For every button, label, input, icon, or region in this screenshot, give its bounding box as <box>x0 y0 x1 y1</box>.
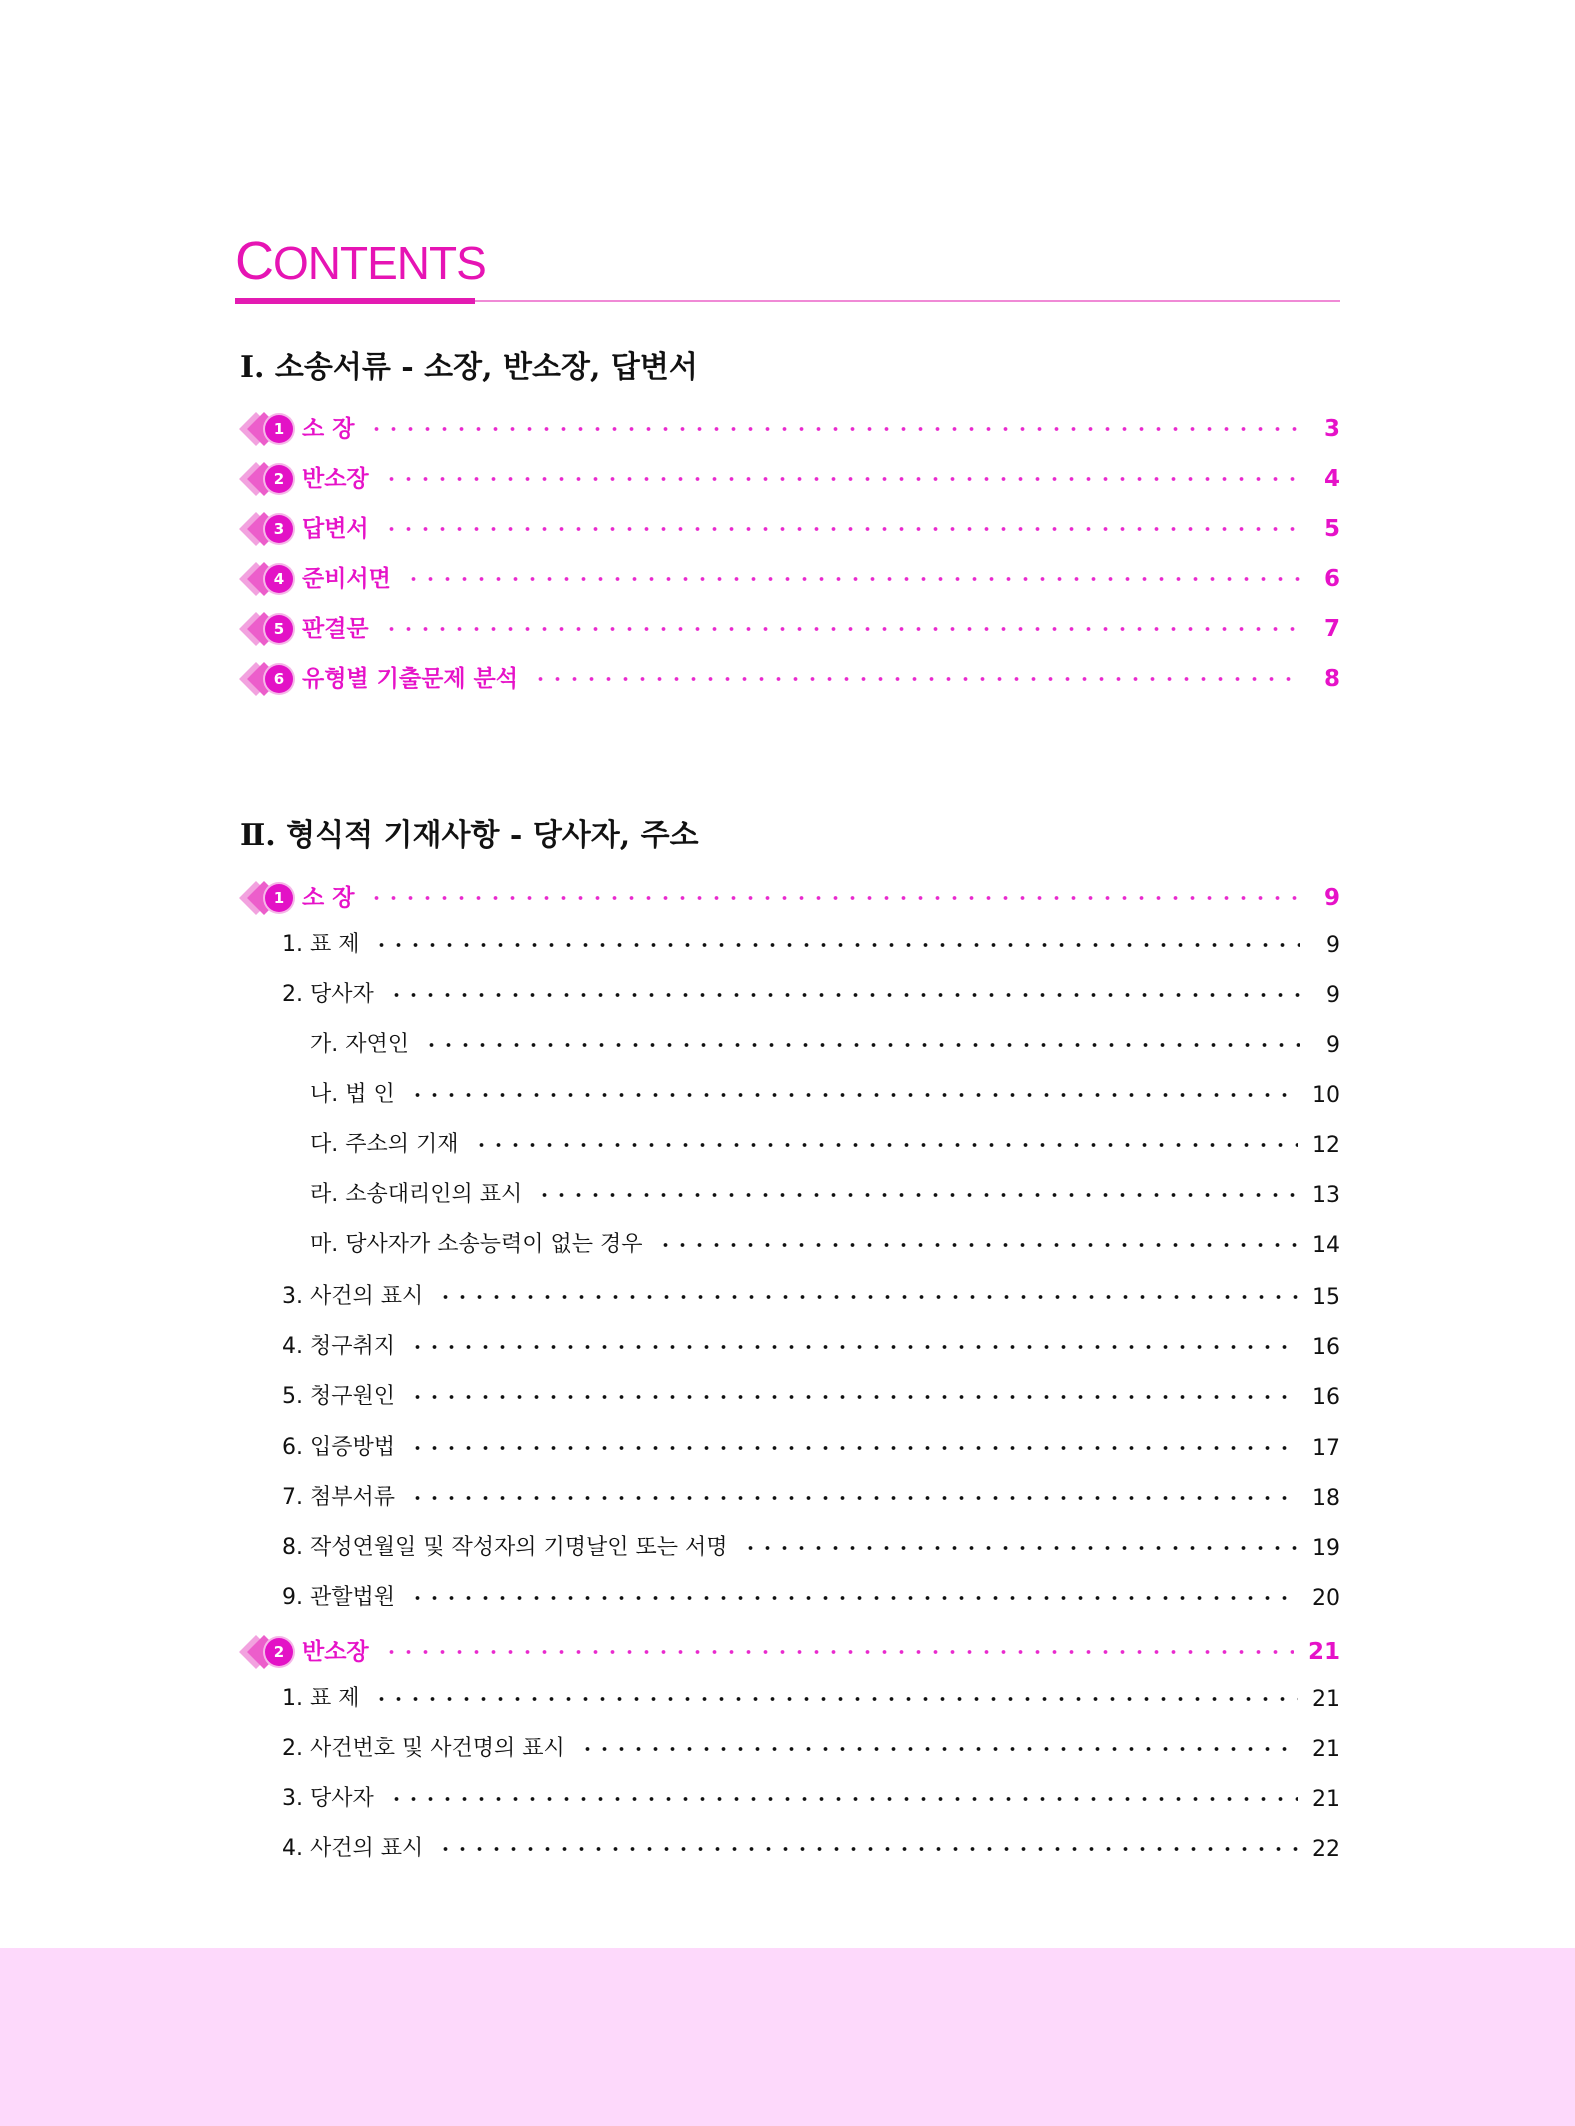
toc-item-s2-8[interactable] <box>310 1225 1340 1265</box>
section-heading-2: Ⅱ. 형식적 기재사항 - 당사자, 주소 <box>240 818 699 853</box>
dot-leader <box>409 1327 1298 1367</box>
toc-page: 13 <box>1312 1182 1340 1208</box>
dot-leader <box>536 1175 1298 1215</box>
number-badge-icon: 5 <box>240 609 300 649</box>
toc-label: 2. 사건번호 및 사건명의 표시 <box>282 1736 565 1761</box>
toc-item-s2-13[interactable] <box>282 1478 1340 1518</box>
toc-page: 17 <box>1312 1435 1340 1461</box>
toc-item-s2-1[interactable] <box>240 878 1340 918</box>
toc-item-s2-16[interactable] <box>240 1632 1340 1672</box>
toc-page: 21 <box>1312 1686 1340 1712</box>
toc-item-s2-19[interactable] <box>282 1779 1340 1819</box>
number-badge-icon: 1 <box>240 409 300 449</box>
dot-leader <box>368 878 1300 918</box>
toc-page: 3 <box>1323 416 1340 442</box>
toc-label: 6. 입증방법 <box>282 1435 395 1460</box>
section-heading-1: Ⅰ. 소송서류 - 소장, 반소장, 답변서 <box>240 350 698 385</box>
toc-label: 마. 당사자가 소송능력이 없는 경우 <box>310 1232 643 1257</box>
toc-label: 라. 소송대리인의 표시 <box>310 1182 523 1207</box>
toc-item-s1-5[interactable] <box>240 609 1340 649</box>
toc-page: 12 <box>1312 1132 1340 1158</box>
toc-page: 9 <box>1326 932 1340 958</box>
toc-item-s2-4[interactable] <box>310 1025 1340 1065</box>
dot-leader <box>579 1729 1298 1769</box>
toc-page: 9 <box>1326 1032 1340 1058</box>
title-underline-thin <box>475 300 1340 302</box>
toc-page: 4 <box>1323 466 1340 492</box>
toc-item-s2-7[interactable] <box>310 1175 1340 1215</box>
dot-leader <box>409 1478 1298 1518</box>
number-badge-icon: 4 <box>240 559 300 599</box>
title-underline-thick <box>235 298 475 304</box>
toc-item-s2-14[interactable] <box>282 1528 1340 1568</box>
dot-leader <box>383 459 1300 499</box>
toc-item-s2-3[interactable] <box>282 975 1340 1015</box>
toc-label: 8. 작성연월일 및 작성자의 기명날인 또는 서명 <box>282 1535 728 1560</box>
dot-leader <box>373 925 1300 965</box>
toc-page: 16 <box>1312 1384 1340 1410</box>
toc-label: 9. 관할법원 <box>282 1585 395 1610</box>
toc-page: 18 <box>1312 1485 1340 1511</box>
toc-page: 10 <box>1312 1082 1340 1108</box>
toc-label: 7. 첨부서류 <box>282 1485 395 1510</box>
toc-label: 1. 표 제 <box>282 1686 360 1711</box>
toc-item-s1-6[interactable] <box>240 659 1340 699</box>
toc-item-s1-4[interactable] <box>240 559 1340 599</box>
toc-page: 22 <box>1312 1836 1340 1862</box>
number-badge-icon: 2 <box>240 459 300 499</box>
toc-page: 20 <box>1312 1585 1340 1611</box>
dot-leader <box>388 1779 1298 1819</box>
contents-header <box>235 228 1340 308</box>
number-badge-icon: 3 <box>240 509 300 549</box>
dot-leader <box>409 1377 1298 1417</box>
toc-page: 9 <box>1326 982 1340 1008</box>
toc-label: 2. 당사자 <box>282 982 374 1007</box>
toc-page: 14 <box>1312 1232 1340 1258</box>
toc-label: 4. 청구취지 <box>282 1334 395 1359</box>
toc-page: 21 <box>1312 1736 1340 1762</box>
toc-label: 1. 표 제 <box>282 932 360 957</box>
dot-leader <box>409 1578 1298 1618</box>
footer-band <box>0 1948 1575 2126</box>
toc-page: 8 <box>1323 666 1340 692</box>
toc-label: 반소장 <box>302 1639 369 1665</box>
dot-leader <box>405 559 1300 599</box>
toc-item-s2-17[interactable] <box>282 1679 1340 1719</box>
toc-label: 가. 자연인 <box>310 1032 409 1057</box>
toc-page: 21 <box>1312 1786 1340 1812</box>
toc-page: 21 <box>1307 1639 1340 1665</box>
toc-label: 나. 법 인 <box>310 1082 395 1107</box>
number-badge-icon: 2 <box>240 1632 300 1672</box>
toc-label: 5. 청구원인 <box>282 1384 395 1409</box>
dot-leader <box>383 609 1300 649</box>
dot-leader <box>532 659 1300 699</box>
toc-page: 15 <box>1312 1284 1340 1310</box>
toc-item-s2-12[interactable] <box>282 1428 1340 1468</box>
toc-page: 7 <box>1323 616 1340 642</box>
toc-label: 반소장 <box>302 466 369 492</box>
dot-leader <box>742 1528 1299 1568</box>
toc-page: 19 <box>1312 1535 1340 1561</box>
number-badge-icon: 1 <box>240 878 300 918</box>
toc-label: 3. 사건의 표시 <box>282 1284 424 1309</box>
toc-label: 준비서면 <box>302 566 391 592</box>
toc-item-s2-2[interactable] <box>282 925 1340 965</box>
toc-item-s2-5[interactable] <box>310 1075 1340 1115</box>
toc-page: 16 <box>1312 1334 1340 1360</box>
dot-leader <box>368 409 1300 449</box>
dot-leader <box>473 1125 1299 1165</box>
toc-page: 6 <box>1323 566 1340 592</box>
toc-item-s2-20[interactable] <box>282 1829 1340 1869</box>
dot-leader <box>409 1075 1298 1115</box>
toc-item-s1-2[interactable] <box>240 459 1340 499</box>
toc-label: 유형별 기출문제 분석 <box>302 666 518 692</box>
toc-item-s1-1[interactable] <box>240 409 1340 449</box>
toc-label: 판결문 <box>302 616 369 642</box>
toc-item-s2-6[interactable] <box>310 1125 1340 1165</box>
toc-label: 답변서 <box>302 516 369 542</box>
toc-label: 3. 당사자 <box>282 1786 374 1811</box>
toc-item-s2-15[interactable] <box>282 1578 1340 1618</box>
toc-item-s2-18[interactable] <box>282 1729 1340 1769</box>
dot-leader <box>437 1829 1298 1869</box>
toc-label: 소 장 <box>302 416 355 442</box>
toc-item-s1-3[interactable] <box>240 509 1340 549</box>
dot-leader <box>383 1632 1294 1672</box>
dot-leader <box>409 1428 1298 1468</box>
toc-label: 4. 사건의 표시 <box>282 1836 424 1861</box>
dot-leader <box>437 1277 1298 1317</box>
dot-leader <box>388 975 1300 1015</box>
toc-item-s2-10[interactable] <box>282 1327 1340 1367</box>
dot-leader <box>383 509 1300 549</box>
dot-leader <box>657 1225 1299 1265</box>
toc-label: 소 장 <box>302 885 355 911</box>
toc-label: 다. 주소의 기재 <box>310 1132 459 1157</box>
toc-page: 9 <box>1323 885 1340 911</box>
dot-leader <box>423 1025 1300 1065</box>
toc-page: 5 <box>1323 516 1340 542</box>
toc-item-s2-11[interactable] <box>282 1377 1340 1417</box>
toc-item-s2-9[interactable] <box>282 1277 1340 1317</box>
number-badge-icon: 6 <box>240 659 300 699</box>
dot-leader <box>373 1679 1298 1719</box>
contents-title: CONTENTS <box>235 231 486 291</box>
